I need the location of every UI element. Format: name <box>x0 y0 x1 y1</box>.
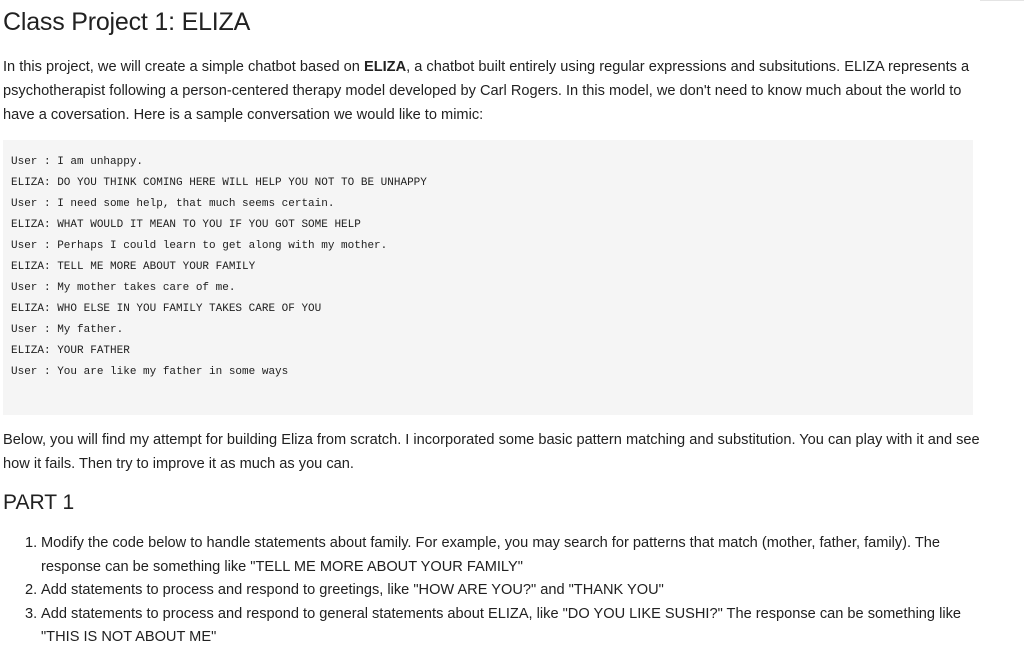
task-number: 3. <box>25 605 38 622</box>
task-text: Add statements to process and respond to greetings, like "HOW ARE YOU?" and "THANK YOU" <box>41 582 664 599</box>
conversation-line: ELIZA: WHAT WOULD IT MEAN TO YOU IF YOU GOT SOME HELP <box>11 219 361 231</box>
intro-eliza-bold: ELIZA <box>363 59 407 75</box>
task-text: Modify the code below to handle statements about family. For example, you may search for patterns that match (mother, father, family). The response can be something like "TELL ME MORE ABOUT YOUR FAMILY" <box>41 535 941 575</box>
sample-conversation-code-block <box>3 140 973 415</box>
conversation-line: User : I need some help, that much seems certain. <box>11 198 335 210</box>
conversation-line: User : My father. <box>11 324 124 336</box>
conversation-line: User : I am unhappy. <box>11 156 144 168</box>
intro-paragraph <box>3 55 988 127</box>
conversation-line: User : You are like my father in some ways <box>11 366 289 378</box>
conversation-line: ELIZA: DO YOU THINK COMING HERE WILL HELP YOU NOT TO BE UNHAPPY <box>11 177 427 189</box>
top-divider <box>980 0 1024 1</box>
task-item <box>0 603 990 650</box>
conversation-line: ELIZA: YOUR FATHER <box>11 345 130 357</box>
conversation-line: ELIZA: TELL ME MORE ABOUT YOUR FAMILY <box>11 261 256 273</box>
task-item <box>0 579 990 603</box>
task-item <box>0 532 990 579</box>
part-1-heading: PART 1 <box>3 491 75 514</box>
page-title: Class Project 1: ELIZA <box>3 8 251 36</box>
task-text: Add statements to process and respond to general statements about ELIZA, like "DO YOU LIKE SUSHI?" The response can be something like "THIS IS NOT ABOUT ME" <box>41 605 961 646</box>
task-number: 1. <box>25 535 38 551</box>
intro-text-end: , a chatbot built entirely using regular expressions and subsitutions. ELIZA represents a psychotherapist following a person-centered therapy model developed by Carl Rogers. In this model, we don't need to know much about the world to have a coversation. Here is a sample conversation we would like to mimic: <box>3 59 970 123</box>
task-number: 2. <box>25 582 38 599</box>
instructions-paragraph: Below, you will find my attempt for building Eliza from scratch. I incorporated some basic pattern matching and substitution. You can play with it and see how it fails. Then try to improve it as much as you can. <box>3 432 980 472</box>
task-list <box>0 532 990 650</box>
conversation-line: User : My mother takes care of me. <box>11 282 236 294</box>
conversation-line: User : Perhaps I could learn to get along with my mother. <box>11 240 388 252</box>
conversation-line: ELIZA: WHO ELSE IN YOU FAMILY TAKES CARE OF YOU <box>11 303 322 315</box>
intro-text-start: In this project, we will create a simple chatbot based on <box>3 59 364 75</box>
